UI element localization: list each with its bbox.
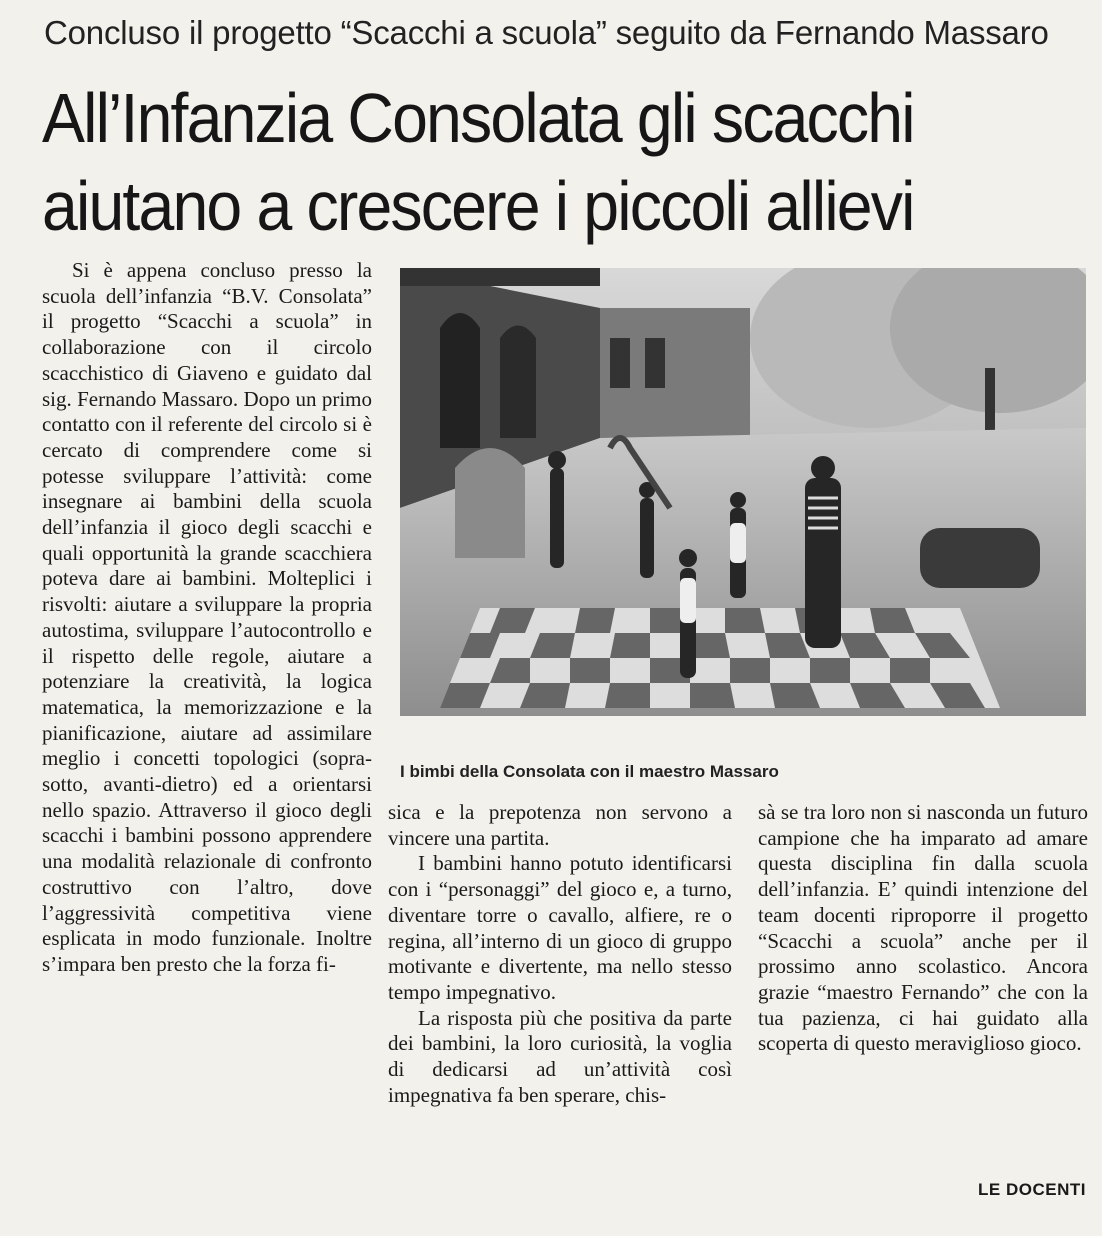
- photo-caption: I bimbi della Consolata con il maestro Massaro: [400, 762, 779, 781]
- article-headline: [42, 74, 999, 250]
- paragraph: I bambini hanno potuto identificarsi con i “personaggi” del gioco e, a turno, diventare torre o cavallo, alfiere, re o regina, all’interno di un gioco di gruppo motivante e divertente, ma nello stesso tempo impegnativo.: [388, 851, 732, 1004]
- headline-line-2: aiutano a crescere i piccoli allievi: [42, 167, 914, 245]
- article-kicker: Concluso il progetto “Scacchi a scuola” seguito da Fernando Massaro: [44, 14, 1049, 51]
- paragraph: La risposta più che positiva da parte dei bambini, la loro curiosità, la voglia di dedicarsi ad un’attività così impegnativa fa ben sperare, chis-: [388, 1005, 732, 1107]
- paragraph: sà se tra loro non si nasconda un futuro campione che ha imparato ad amare questa disciplina fin dalla scuola dell’infanzia. E’ quindi intenzione del team docenti riproporre il progetto “Scacchi a scuola” anche per il prossimo anno scolastico. Ancora grazie “maestro Fernando” che con la tua pazienza, ci hai guidato alla scoperta di questo meraviglioso gioco.: [758, 800, 1088, 1056]
- text-column-3: [758, 800, 1088, 1057]
- article-photo: [400, 268, 1086, 716]
- chessboard-floor: [440, 608, 1000, 708]
- article-signature: LE DOCENTI: [978, 1180, 1086, 1199]
- text-column-1: [42, 258, 372, 978]
- chessboard-photo-illustration: [400, 268, 1086, 716]
- paragraph: Si è appena concluso presso la scuola dell’infanzia “B.V. Consolata” il progetto “Scacchi a scuola” in collaborazione con il circolo scacchistico di Giaveno e guidato dal sig. Fernando Massaro. Dopo un primo contatto con il referente del circolo si è cercato di comprendere come si potesse sviluppare l’attività: come insegnare ai bambini della scuola dell’infanzia il gioco degli scacchi e quali opportunità la grande scacchiera poteva dare ai bambini. Molteplici i risvolti: aiutare a sviluppare la propria autostima, sviluppare l’autocontrollo e il rispetto delle regole, aiutare a potenziare la creatività, la logica matematica, la memorizzazione e la pianificazione, aiutare ad assimilare meglio i concetti topologici (sopra-sotto, avanti-dietro) ed a orientarsi nello spazio. Attraverso il gioco degli scacchi i bambini possono apprendere una modalità relazionale di confronto costruttivo con l’altro, dove l’aggressività competitiva viene esplicata in modo funzionale. Inoltre s’impara ben presto che la forza fi-: [42, 258, 372, 976]
- text-column-2: [388, 800, 732, 1108]
- paragraph: sica e la prepotenza non servono a vincere una partita.: [388, 800, 732, 850]
- headline-line-1: All’Infanzia Consolata gli scacchi: [42, 79, 914, 157]
